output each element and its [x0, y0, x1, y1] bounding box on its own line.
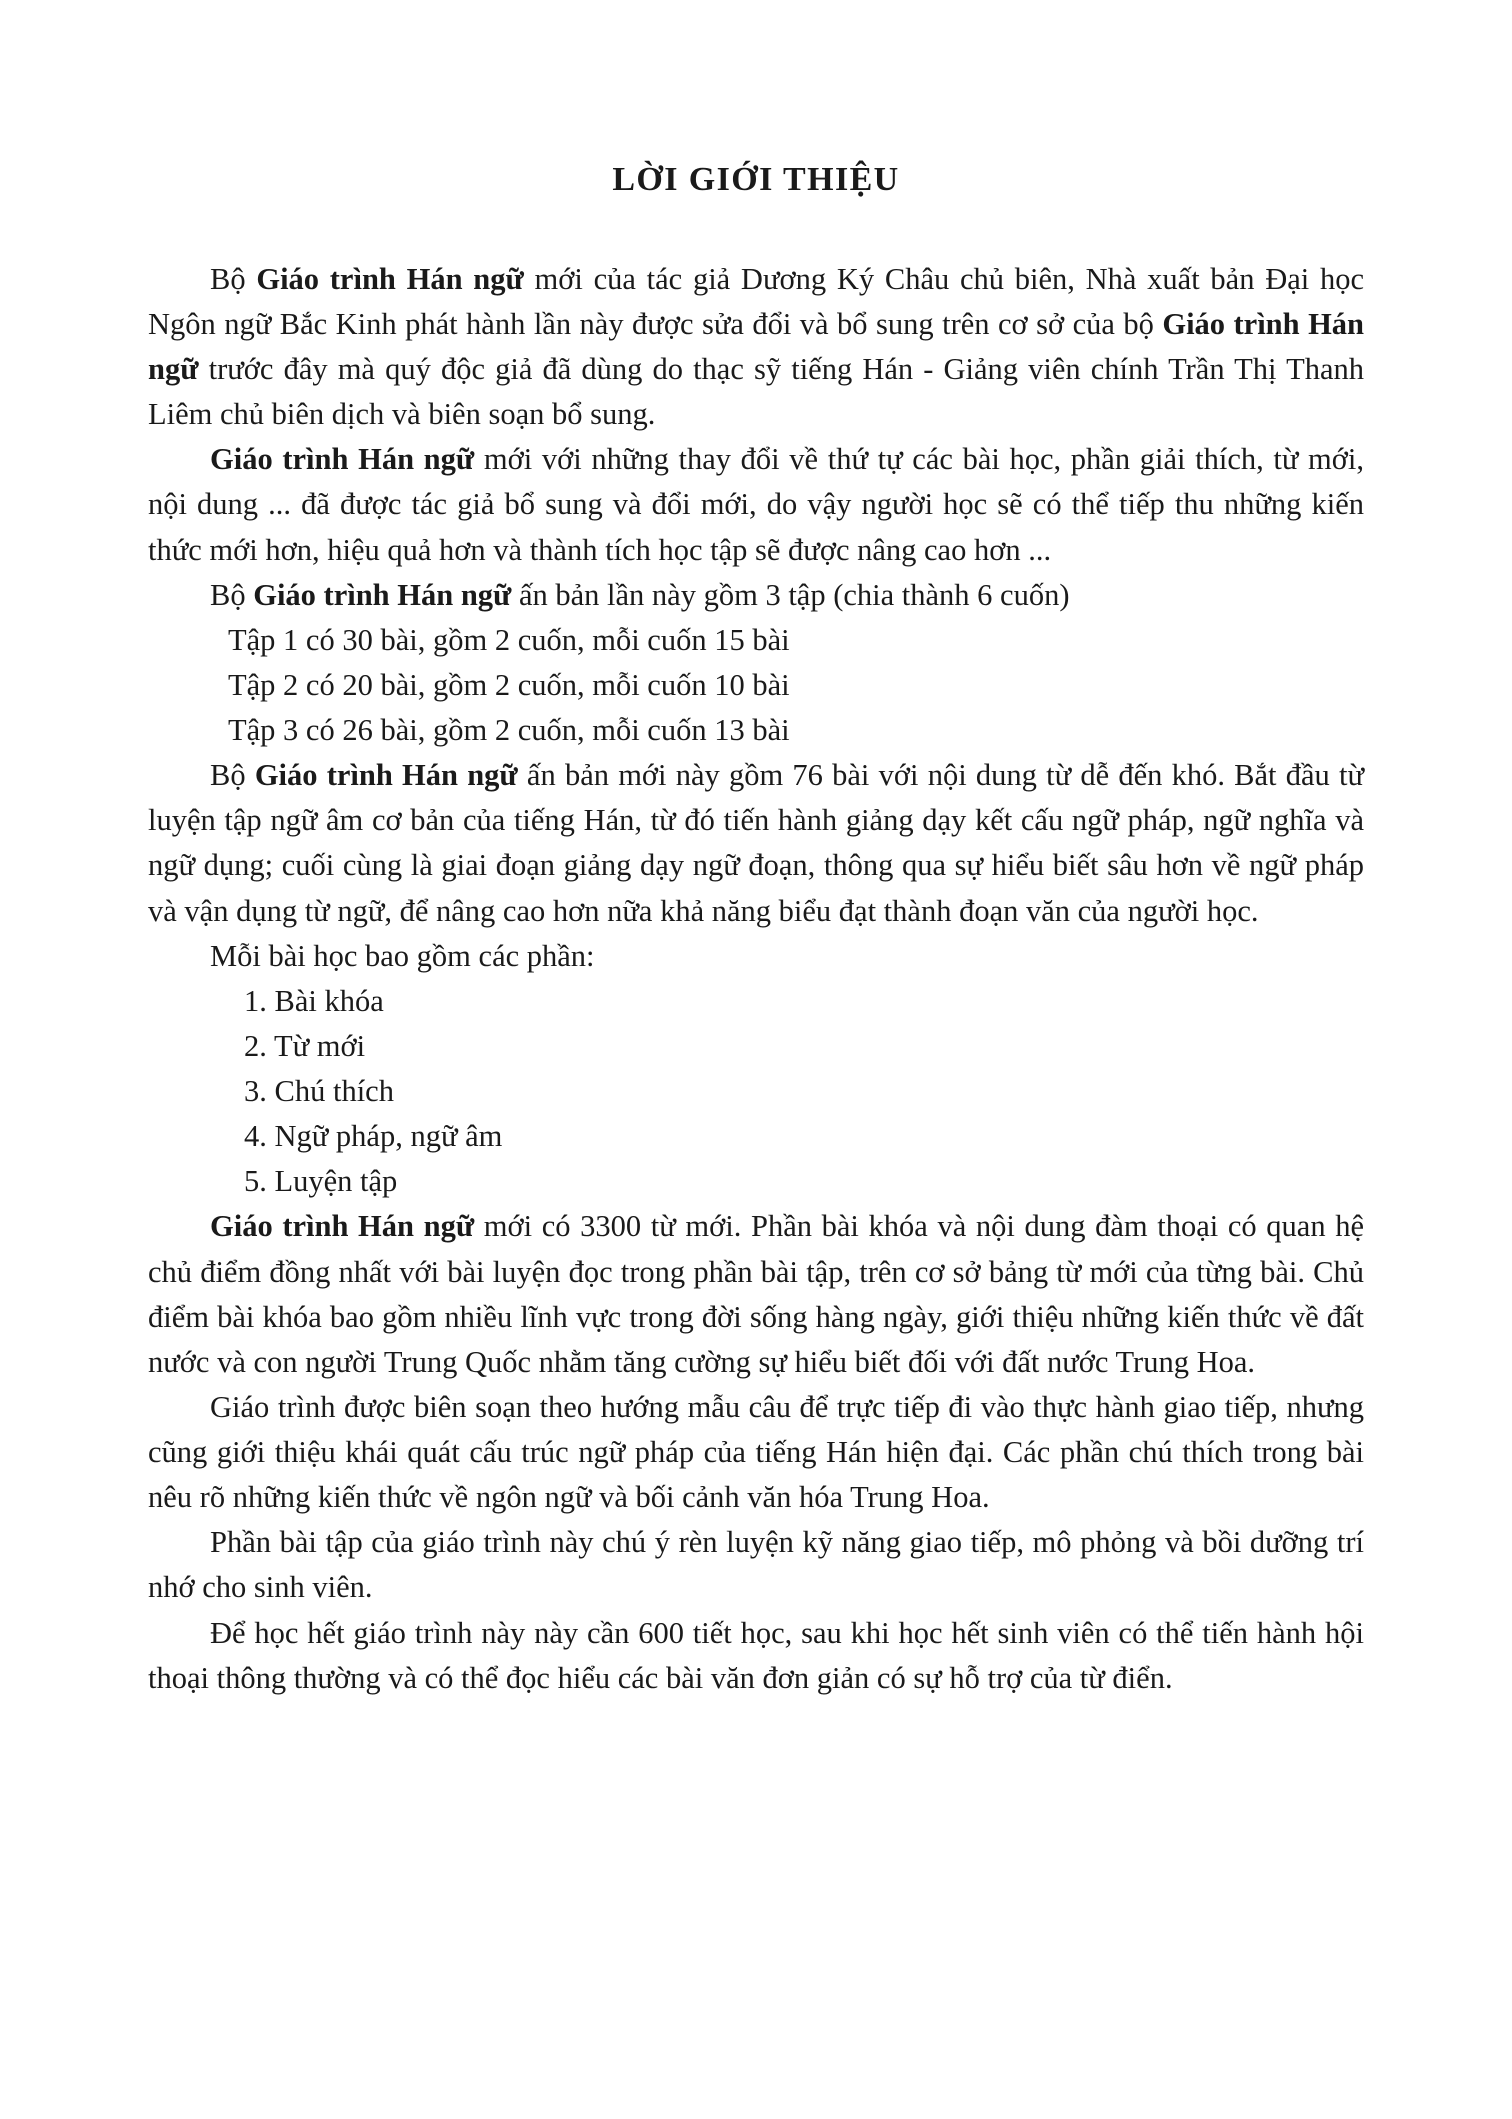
paragraph-exercises: [148, 1520, 1364, 1610]
text-run: Bộ: [210, 261, 257, 296]
text-run: ấn bản mới này gồm 76 bài với nội dung từ dễ đến khó. Bắt đầu từ luyện tập ngữ âm cơ bản của tiếng Hán, từ đó tiến hành giảng dạy kết cấu ngữ pháp, ngữ nghĩa và ngữ dụng; cuối cùng là giai đoạn giảng dạy ngữ đoạn, thông qua sự hiểu biết sâu hơn về ngữ pháp và vận dụng từ ngữ, để nâng cao hơn nữa khả năng biểu đạt thành đoạn văn của người học.: [148, 758, 1365, 928]
text-run: mới có 3300 từ mới. Phần bài khóa và nội dung đàm thoại có quan hệ chủ điểm đồng nhất với bài luyện đọc trong phần bài tập, trên cơ sở bảng từ mới của từng bài. Chủ điểm bài khóa bao gồm nhiều lĩnh vực trong đời sống hàng ngày, giới thiệu những kiến thức về đất nước và con người Trung Quốc nhằm tăng cường sự hiểu biết đối với đất nước Trung Hoa.: [148, 1209, 1364, 1379]
volume-line-3: Tập 3 có 26 bài, gồm 2 cuốn, mỗi cuốn 13 bài: [228, 713, 790, 748]
text-run: Giáo trình được biên soạn theo hướng mẫu câu để trực tiếp đi vào thực hành giao tiếp, nhưng cũng giới thiệu khái quát cấu trúc ngữ pháp của tiếng Hán hiện đại. Các phần chú thích trong bài nêu rõ những kiến thức về ngôn ngữ và bối cảnh văn hóa Trung Hoa.: [148, 1389, 1364, 1515]
paragraph-vocabulary: [148, 1204, 1364, 1385]
text-run: mới của tác giả Dương Ký Châu chủ biên, Nhà xuất bản Đại học Ngôn ngữ Bắc Kinh phát hành lần này được sửa đổi và bổ sung trên cơ sở của bộ: [148, 261, 1365, 341]
page-title: LỜI GIỚI THIỆU: [612, 161, 900, 198]
lesson-part-1: 1. Bài khóa: [244, 983, 384, 1018]
body-block-1: [148, 257, 1364, 618]
paragraph-volumes-intro: [148, 573, 1364, 618]
lesson-part-5: 5. Luyện tập: [244, 1164, 398, 1199]
text-run: ấn bản lần này gồm 3 tập (chia thành 6 cuốn): [511, 577, 1070, 612]
paragraph-content-overview: [148, 753, 1364, 934]
text-run: Bộ: [210, 758, 255, 793]
text-run: Phần bài tập của giáo trình này chú ý rèn luyện kỹ năng giao tiếp, mô phỏng và bồi dưỡng trí nhớ cho sinh viên.: [148, 1525, 1364, 1605]
book-title-emphasis: Giáo trình Hán ngữ: [254, 758, 518, 793]
paragraph-intro-1: [148, 257, 1364, 438]
book-title-emphasis: Giáo trình Hán ngữ: [210, 442, 475, 477]
text-run: mới với những thay đổi về thứ tự các bài học, phần giải thích, từ mới, nội dung ... đã được tác giả bổ sung và đổi mới, do vậy người học sẽ có thể tiếp thu những kiến thức mới hơn, hiệu quả hơn và thành tích học tập sẽ được nâng cao hơn ...: [148, 442, 1364, 567]
lesson-part-4: 4. Ngữ pháp, ngữ âm: [244, 1119, 503, 1154]
paragraph-intro-2: [148, 437, 1364, 572]
lesson-parts-list: [148, 979, 1364, 1205]
paragraph-hours: [148, 1611, 1364, 1701]
lesson-part-2: 2. Từ mới: [244, 1028, 366, 1063]
book-title-emphasis: Giáo trình Hán ngữ: [210, 1209, 475, 1244]
body-block-2: [148, 753, 1364, 979]
text-run: Bộ: [210, 577, 254, 612]
text-run: trước đây mà quý độc giả đã dùng do thạc sỹ tiếng Hán - Giảng viên chính Trần Thị Thanh Liêm chủ biên dịch và biên soạn bổ sung.: [148, 352, 1364, 432]
volume-list: [148, 618, 1364, 753]
volume-line-1: Tập 1 có 30 bài, gồm 2 cuốn, mỗi cuốn 15 bài: [228, 622, 790, 657]
book-title-emphasis: Giáo trình Hán ngữ: [253, 577, 512, 612]
volume-line-2: Tập 2 có 20 bài, gồm 2 cuốn, mỗi cuốn 10 bài: [228, 667, 790, 702]
paragraph-method: [148, 1385, 1364, 1520]
lesson-part-3: 3. Chú thích: [244, 1074, 394, 1109]
text-run: Để học hết giáo trình này này cần 600 tiết học, sau khi học hết sinh viên có thể tiến hành hội thoại thông thường và có thể đọc hiểu các bài văn đơn giản có sự hỗ trợ của từ điển.: [148, 1615, 1364, 1695]
body-block-3: [148, 1204, 1364, 1700]
text-run: Mỗi bài học bao gồm các phần:: [210, 938, 595, 973]
paragraph-lesson-parts-intro: [148, 934, 1364, 979]
book-title-emphasis: Giáo trình Hán ngữ: [148, 306, 1365, 387]
book-title-emphasis: Giáo trình Hán ngữ: [256, 261, 524, 296]
